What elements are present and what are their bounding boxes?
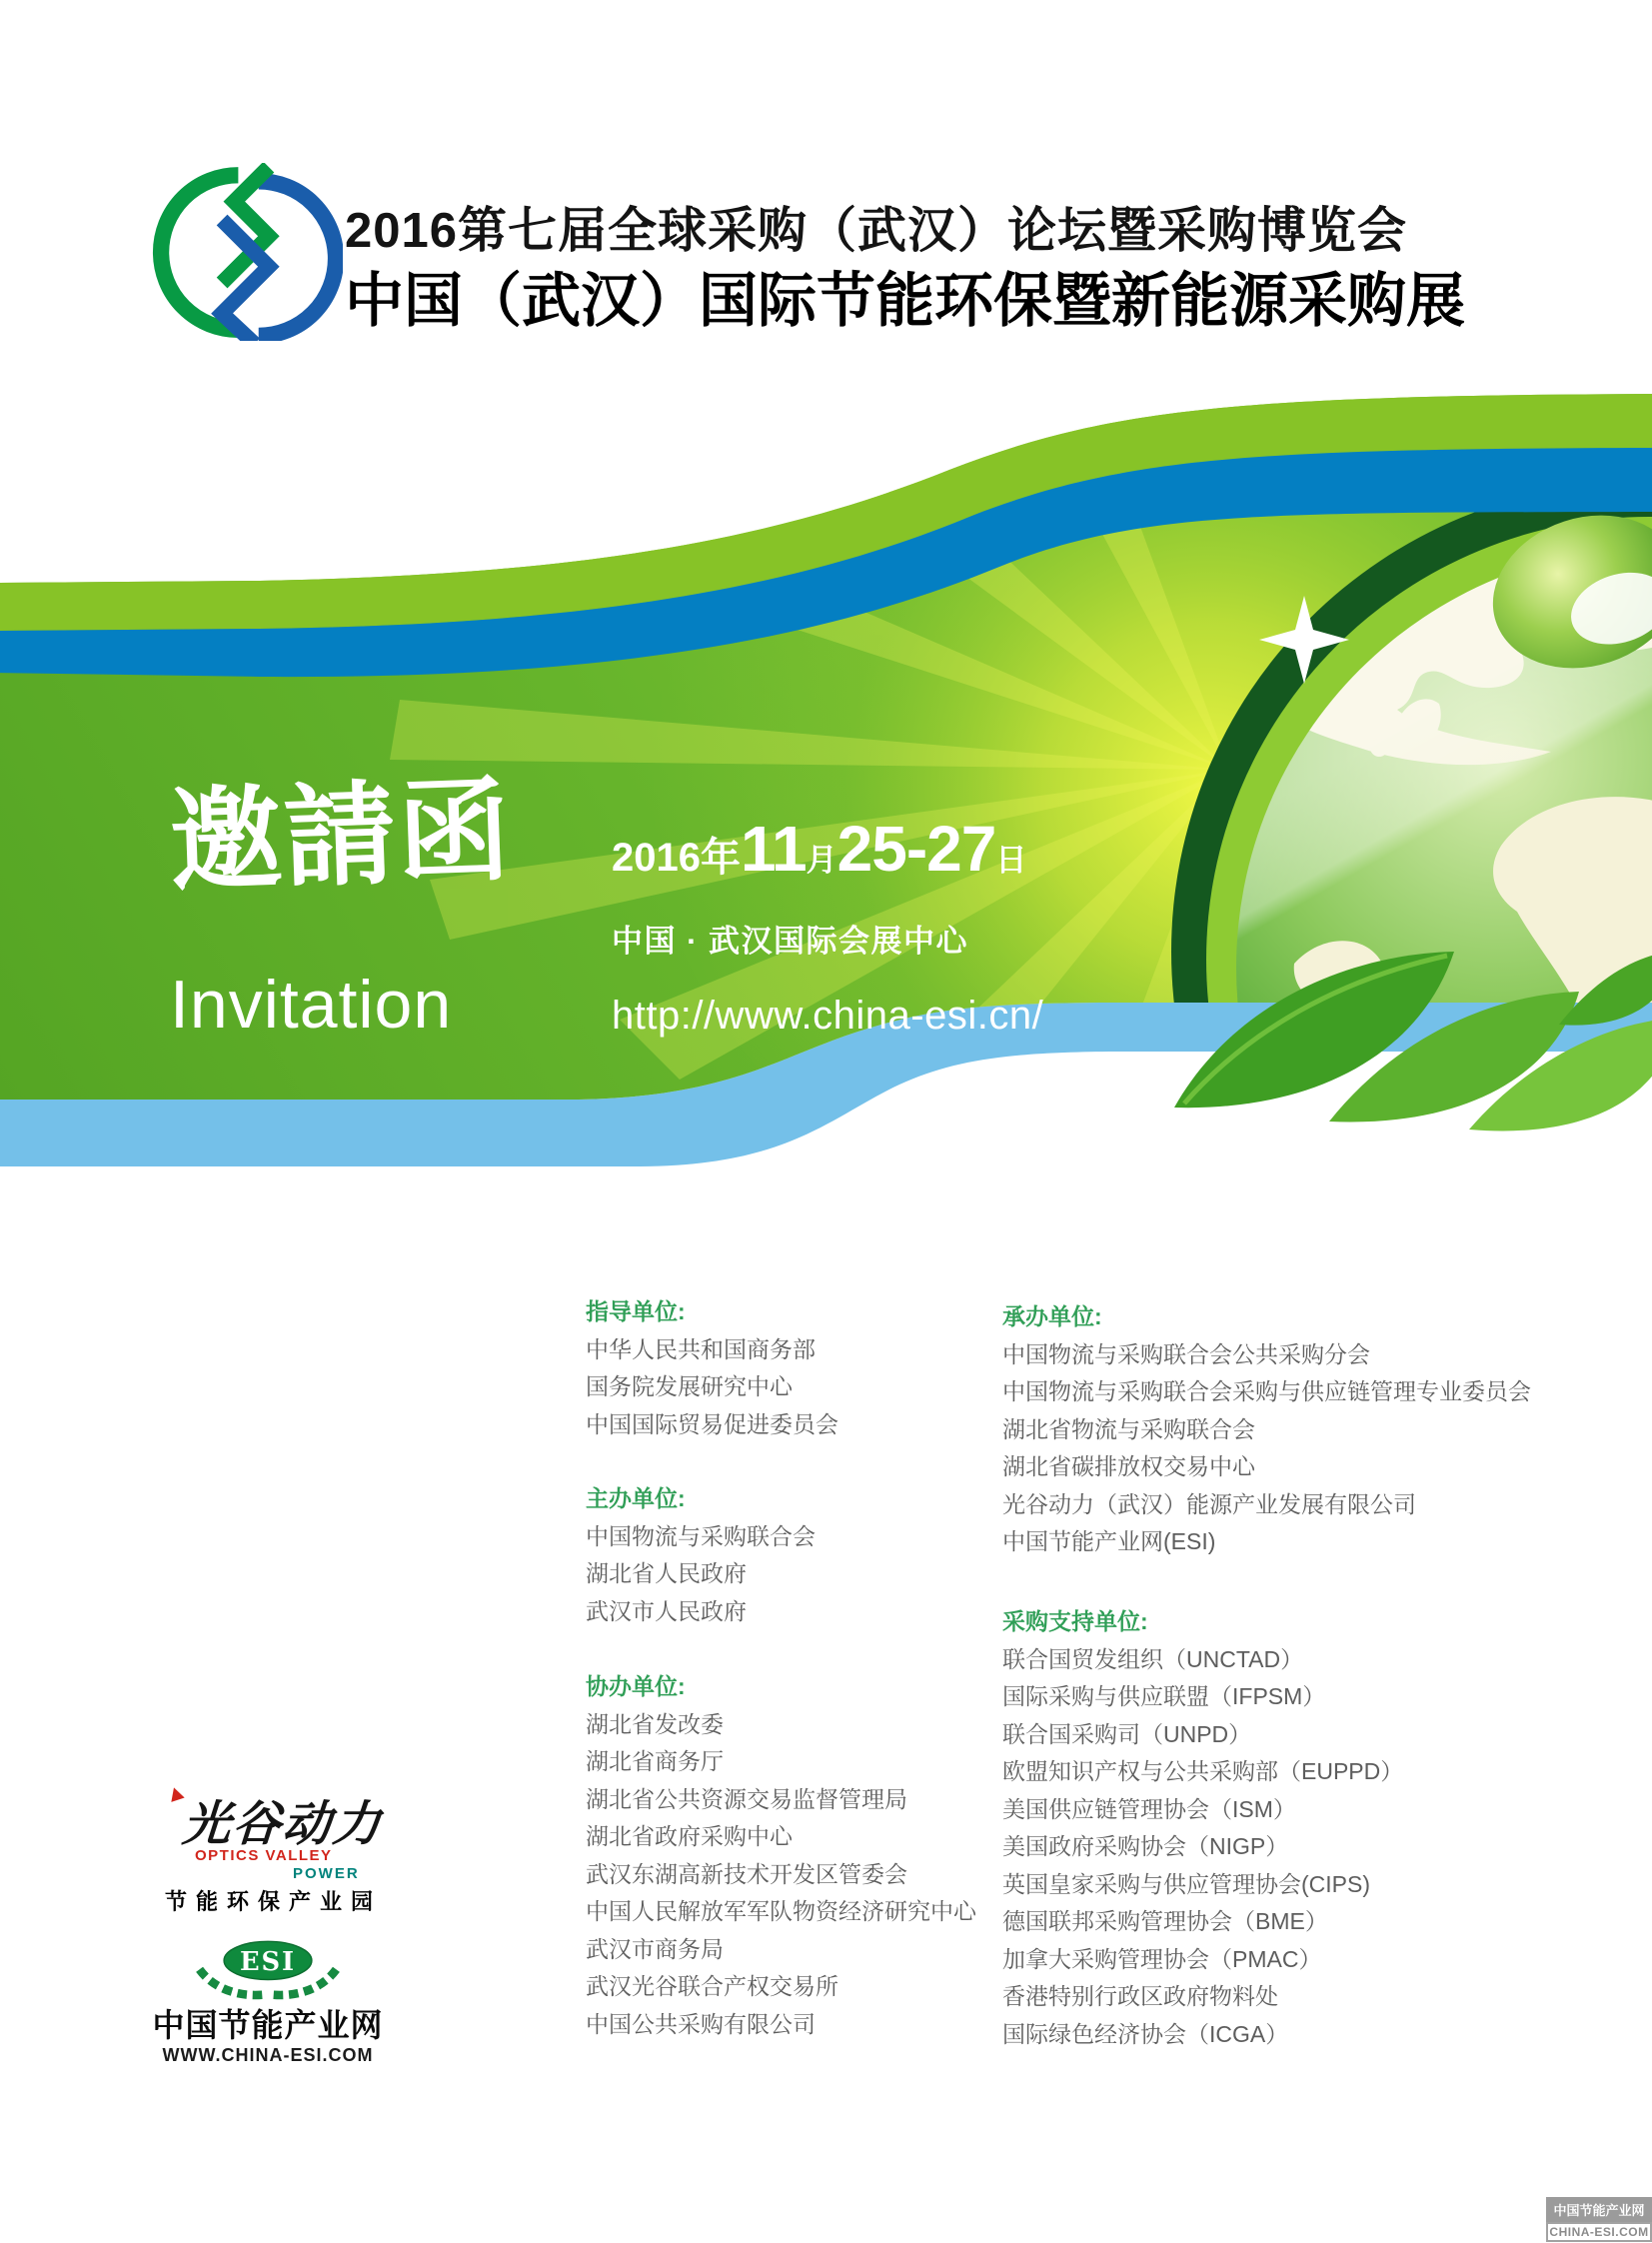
ovp-name-cn: 光谷动力 — [180, 1798, 385, 1851]
expo-logo-icon — [148, 163, 343, 341]
org-item: 联合国贸发组织（UNCTAD） — [1002, 1645, 1304, 1672]
site-watermark-badge — [1546, 2197, 1652, 2242]
org-item: 武汉光谷联合产权交易所 — [586, 1973, 838, 1999]
event-title-line1: 2016第七届全球采购（武汉）论坛暨采购博览会 — [345, 204, 1408, 258]
event-url[interactable]: http://www.china-esi.cn/ — [612, 994, 1044, 1038]
ovp-en-line2: POWER — [293, 1865, 360, 1882]
org-item: 中国物流与采购联合会采购与供应链管理专业委员会 — [1002, 1378, 1531, 1404]
event-date — [612, 812, 1026, 886]
org-item: 美国供应链管理协会（ISM） — [1002, 1795, 1296, 1822]
org-section-host-units — [586, 1480, 816, 1630]
org-item: 美国政府采购协会（NIGP） — [1002, 1833, 1289, 1859]
org-item: 香港特别行政区政府物料处 — [1002, 1983, 1278, 2009]
org-section-header: 承办单位: — [1002, 1303, 1102, 1329]
org-item: 国际采购与供应联盟（IFPSM） — [1002, 1683, 1326, 1709]
org-item: 武汉东湖高新技术开发区管委会 — [586, 1860, 907, 1887]
org-item: 湖北省人民政府 — [586, 1560, 747, 1586]
org-item: 武汉市人民政府 — [586, 1597, 747, 1624]
date-year: 2016年 — [612, 836, 741, 880]
svg-text:ESI: ESI — [239, 1946, 297, 1977]
org-item: 英国皇家采购与供应管理协会(CIPS) — [1002, 1870, 1370, 1897]
date-day-range: 25-27 — [836, 813, 996, 885]
date-month-unit: 月 — [806, 843, 837, 878]
esi-website: WWW.CHINA-ESI.COM — [162, 2045, 374, 2065]
org-item: 湖北省商务厅 — [586, 1748, 724, 1774]
esi-logo — [152, 1931, 384, 2067]
org-item: 中国节能产业网(ESI) — [1002, 1528, 1216, 1554]
invitation-calligraphy: 邀請函 — [167, 765, 515, 908]
org-item: 中国物流与采购联合会公共采购分会 — [1002, 1340, 1370, 1367]
esi-name-cn: 中国节能产业网 — [152, 2007, 384, 2043]
org-item: 中国人民解放军军队物资经济研究中心 — [586, 1898, 976, 1924]
org-section-header: 主办单位: — [586, 1485, 686, 1511]
ovp-park-label: 节能环保产业园 — [165, 1889, 383, 1914]
org-item: 中国物流与采购联合会 — [586, 1522, 816, 1549]
org-item: 国际绿色经济协会（ICGA） — [1002, 2020, 1289, 2047]
org-section-header: 采购支持单位: — [1002, 1608, 1148, 1634]
org-item: 光谷动力（武汉）能源产业发展有限公司 — [1002, 1490, 1416, 1517]
org-item: 武汉市商务局 — [586, 1935, 724, 1962]
org-item: 湖北省公共资源交易监督管理局 — [586, 1785, 907, 1812]
org-item: 中国国际贸易促进委员会 — [586, 1410, 838, 1437]
org-item: 德国联邦采购管理协会（BME） — [1002, 1908, 1328, 1934]
org-section-guiding-units — [586, 1293, 838, 1443]
org-item: 中华人民共和国商务部 — [586, 1335, 816, 1362]
event-title-line2: 中国（武汉）国际节能环保暨新能源采购展 — [345, 268, 1466, 334]
org-item: 联合国采购司（UNPD） — [1002, 1720, 1252, 1747]
org-item: 中国公共采购有限公司 — [586, 2010, 816, 2037]
org-item: 加拿大采购管理协会（PMAC） — [1002, 1945, 1322, 1972]
org-item: 湖北省物流与采购联合会 — [1002, 1415, 1255, 1442]
org-item: 湖北省政府采购中心 — [586, 1823, 793, 1849]
event-venue: 中国 · 武汉国际会展中心 — [612, 924, 969, 959]
invitation-label: Invitation — [170, 967, 453, 1043]
esi-wreath-icon — [163, 1931, 373, 2007]
org-section-co-organizers — [586, 1668, 976, 2043]
org-section-procurement-support-units — [1002, 1603, 1403, 2053]
org-section-undertaking-units — [1002, 1298, 1531, 1561]
optics-valley-power-logo — [165, 1785, 415, 1914]
org-item: 湖北省碳排放权交易中心 — [1002, 1453, 1255, 1479]
org-item: 欧盟知识产权与公共采购部（EUPPD） — [1002, 1758, 1404, 1784]
watermark-domain: CHINA-ESI.COM — [1546, 2222, 1652, 2242]
org-section-header: 协办单位: — [586, 1673, 686, 1699]
red-flag-icon — [167, 1785, 184, 1802]
org-item: 国务院发展研究中心 — [586, 1373, 793, 1399]
watermark-name: 中国节能产业网 — [1546, 2197, 1652, 2222]
ovp-en-line1: OPTICS VALLEY — [195, 1847, 333, 1864]
org-section-header: 指导单位: — [586, 1298, 686, 1324]
org-item: 湖北省发改委 — [586, 1710, 724, 1737]
date-day-unit: 日 — [995, 843, 1027, 878]
date-month-number: 11 — [740, 813, 807, 885]
